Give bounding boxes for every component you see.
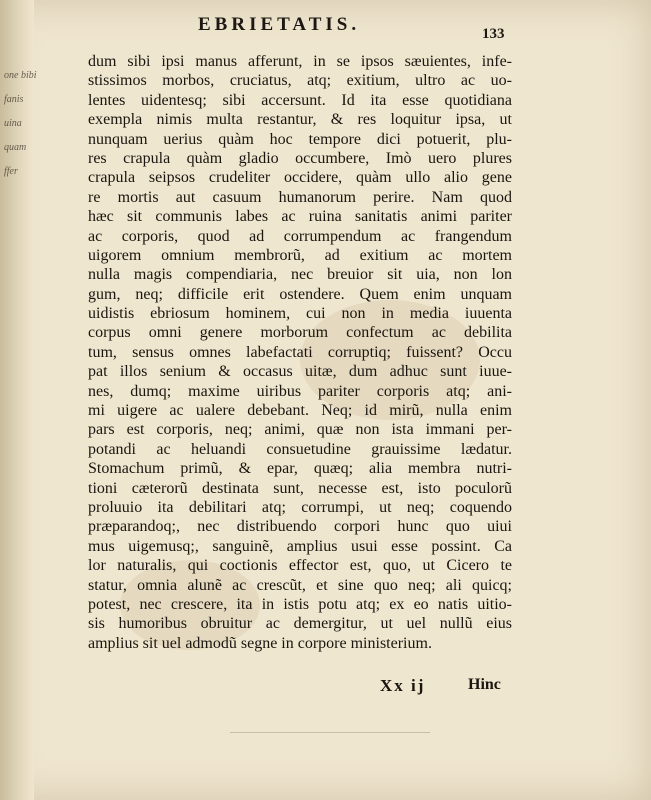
page-number: 133 xyxy=(482,26,505,42)
text-line: statur, omnia alunẽ ac crescũt, et sine quo neq; ali quicq; xyxy=(88,576,512,594)
text-line: hæc sit communis labes ac ruina sanitatis animi pariter xyxy=(88,208,512,226)
text-line: lentes uidentesq; sibi accersunt. Id ita esse quotidiana xyxy=(88,91,512,109)
text-line: præparandoq;, nec distribuendo corpori hunc quo uiui xyxy=(88,518,512,536)
text-line: mus uigemusq;, sanguinẽ, amplius usui esse possint. Ca xyxy=(88,537,512,555)
margin-note: one bibi xyxy=(4,70,37,81)
text-line: re mortis aut casuum humanorum perire. Nam quod xyxy=(88,188,512,206)
text-line: nulla magis compendiaria, nec breuior sit uia, non lon xyxy=(88,266,512,284)
signature-mark: Xx ij xyxy=(380,676,426,695)
text-line: nes, dumq; maxime uiribus pariter corporis atq; ani- xyxy=(88,382,512,400)
bottom-shadow-rule xyxy=(230,732,430,733)
text-line: potandi ac heluandi consuetudine grauissime lædatur. xyxy=(88,440,512,458)
catchword: Hinc xyxy=(468,676,501,693)
text-line: corpus omni genere morborum confectum ac debilita xyxy=(88,324,512,342)
text-line: potest, nec crescere, ita in istis potu atq; ex eo natis uitio- xyxy=(88,595,512,613)
text-line: pat illos senium & occasus uitæ, dum adhuc sunt iuue- xyxy=(88,363,512,381)
body-text xyxy=(88,52,512,653)
text-line: Stomachum primũ, & epar, quæq; alia membra nutri- xyxy=(88,460,512,478)
text-line: res crapula quàm gladio occumbere, Imò uero plures xyxy=(88,149,512,167)
text-line: stissimos morbos, cruciatus, atq; exitium, ultro ac uo- xyxy=(88,72,512,90)
text-line: nunquam uerius quàm hoc tempore dici potuerit, plu- xyxy=(88,130,512,148)
text-line: tioni cæterorũ destinata sunt, necesse est, isto poculorũ xyxy=(88,479,512,497)
running-head: EBRIETATIS. xyxy=(198,14,361,35)
text-line: mi uigere ac ualere debebant. Neq; id mirũ, nulla enim xyxy=(88,402,512,420)
text-line: gum, neq; difficile erit ostendere. Quem enim unquam xyxy=(88,285,512,303)
text-line: uigorem omnium membrorũ, ad exitium ac mortem xyxy=(88,246,512,264)
facing-page-edge xyxy=(0,0,37,800)
margin-note: quam xyxy=(4,142,27,153)
text-line: ac corporis, quod ad corrumpendum ac frangendum xyxy=(88,227,512,245)
text-line: sis humoribus obruitur ac demergitur, ut uel nullũ eius xyxy=(88,615,512,633)
text-line: amplius sit uel admodũ segne in corpore ministerium. xyxy=(88,634,432,652)
margin-note: uina xyxy=(4,118,22,129)
text-line: pars est corporis, neq; animi, quæ non ista immani per- xyxy=(88,421,512,439)
text-line: crapula seipsos crudeliter occidere, quàm ullo alio gene xyxy=(88,169,512,187)
text-line: uidistis ebriosum hominem, cui non in media iuuenta xyxy=(88,305,512,323)
text-line: tum, sensus omnes labefactati corruptiq; fuissent? Occu xyxy=(88,343,512,361)
margin-note: ffer xyxy=(4,166,18,177)
text-line: lor naturalis, qui coctionis effector est, quo, ut Cicero te xyxy=(88,557,512,575)
text-line: dum sibi ipsi manus afferunt, in se ipsos sæuientes, infe- xyxy=(88,53,512,70)
text-line: proluuio ita debilitari atq; corrumpi, ut neq; coquendo xyxy=(88,498,512,516)
text-line: exempla nimis multa restantur, & res loquitur ipsa, ut xyxy=(88,111,512,129)
margin-note: fanis xyxy=(4,94,24,105)
